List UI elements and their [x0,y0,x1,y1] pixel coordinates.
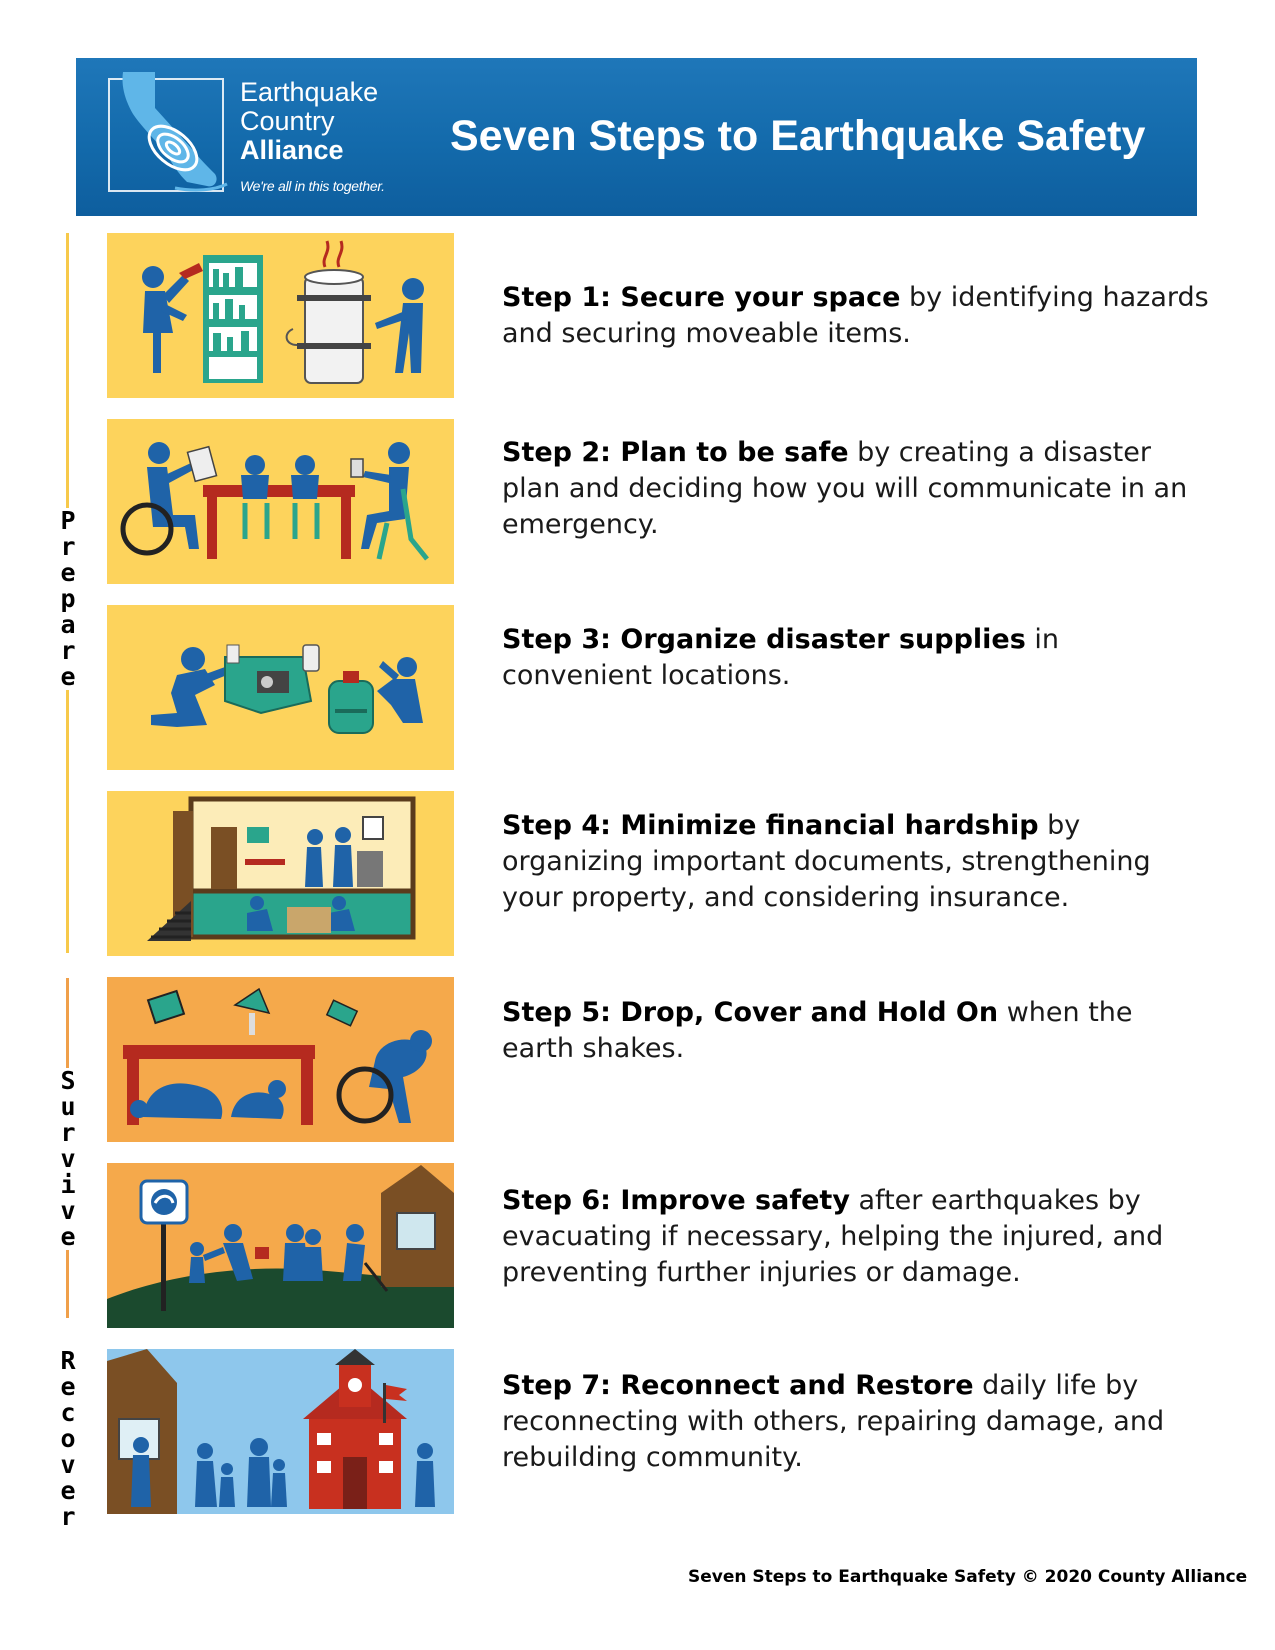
step-4-text [502,808,1212,916]
step-2-heading: Step 2: Plan to be safe [502,437,849,468]
step-4-illustration [107,791,454,956]
step-4-heading: Step 4: Minimize financial hardship [502,810,1039,841]
footer-copyright: Seven Steps to Earthquake Safety © 2020 County Alliance [688,1567,1248,1587]
step-7-body: daily life by reconnecting with others, repairing damage, and rebuilding community. [502,1370,1165,1473]
page-title: Seven Steps to Earthquake Safety [450,112,1146,160]
step-5-illustration [107,977,454,1142]
step-5-body: when the earth shakes. [502,997,1133,1064]
survive-label: S u r v i v e [56,1068,80,1250]
step-6-body: after earthquakes by evacuating if necessary, helping the injured, and preventing further injuries or damage. [502,1185,1164,1288]
step-7-text [502,1368,1212,1476]
step-1-heading: Step 1: Secure your space [502,282,901,313]
step-3-body: in convenient locations. [502,624,1060,691]
org-line-1: Earthquake [240,77,379,107]
step-7-illustration [107,1349,454,1514]
recover-label: R e c o v e r [56,1348,80,1530]
step-4-body: by organizing important documents, strengthening your property, and considering insurance. [502,810,1151,913]
step-2-body: by creating a disaster plan and deciding how you will communicate in an emergency. [502,437,1188,540]
org-name [240,78,378,165]
step-6-heading: Step 6: Improve safety [502,1185,850,1216]
step-5-heading: Step 5: Drop, Cover and Hold On [502,997,999,1028]
step-2-illustration [107,419,454,584]
org-line-3: Alliance [240,135,344,165]
prepare-label: P r e p a r e [56,508,80,690]
step-1-text [502,280,1212,352]
tagline: We're all in this together. [240,178,385,194]
step-1-illustration [107,233,454,398]
step-6-text [502,1183,1212,1291]
step-7-heading: Step 7: Reconnect and Restore [502,1370,974,1401]
step-3-heading: Step 3: Organize disaster supplies [502,624,1026,655]
step-2-text [502,435,1212,543]
step-5-text [502,995,1212,1067]
step-6-illustration [107,1163,454,1328]
step-3-text [502,622,1212,694]
california-logo-icon [115,70,235,195]
step-3-illustration [107,605,454,770]
step-1-body: by identifying hazards and securing moveable items. [502,282,1209,349]
org-line-2: Country [240,106,335,136]
